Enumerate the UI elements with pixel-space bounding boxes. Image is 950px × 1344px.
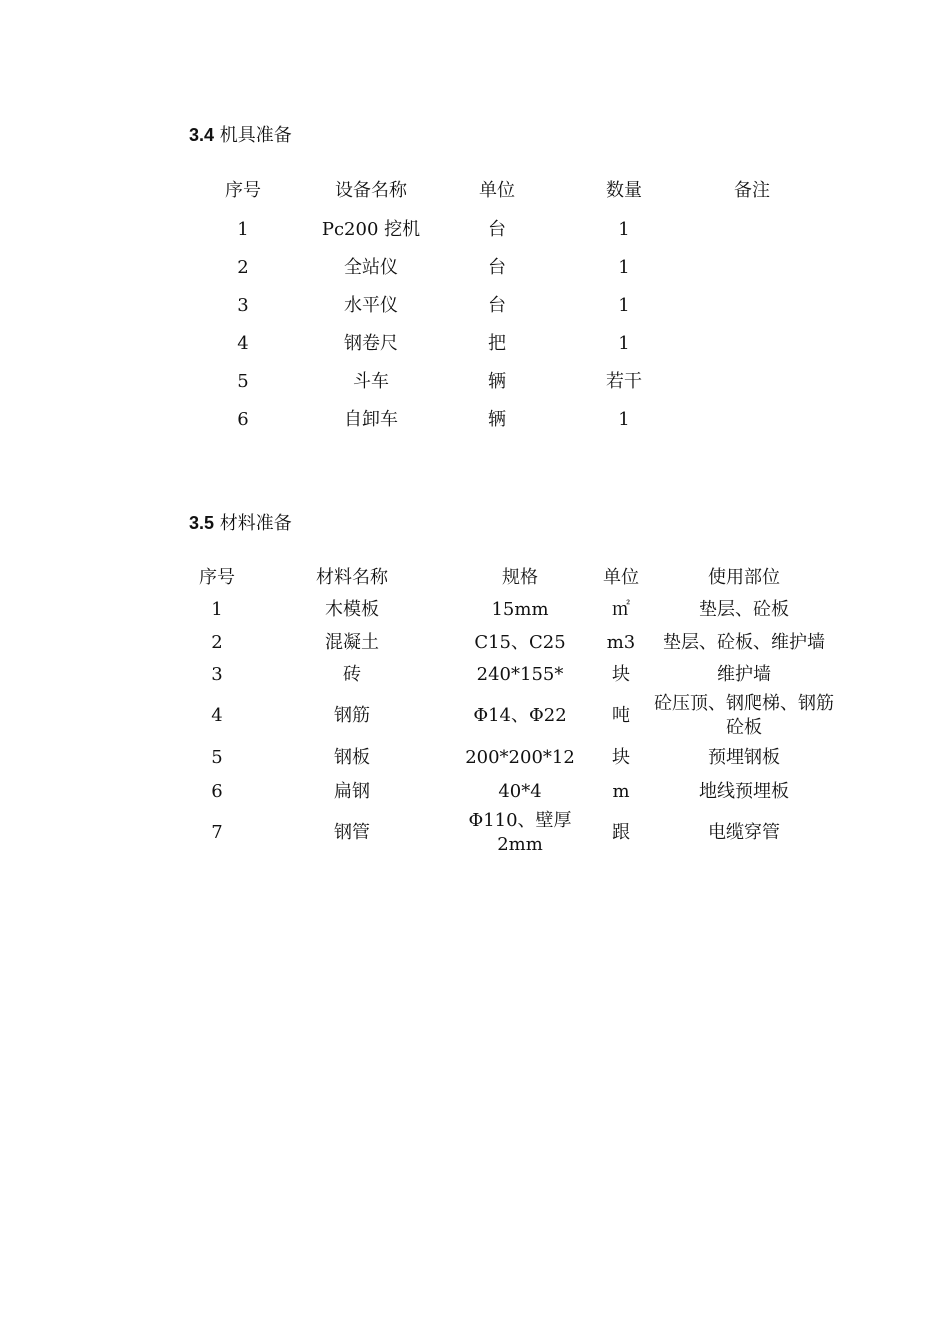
table-cell: 1 xyxy=(237,219,249,240)
table-cell: 钢卷尺 xyxy=(344,333,398,354)
table-cell: 1 xyxy=(618,257,630,278)
section-number: 3.4 xyxy=(189,125,215,145)
table-cell: 把 xyxy=(488,333,506,354)
header-cell: 规格 xyxy=(502,567,538,588)
table-cell: 跟 xyxy=(612,822,630,843)
table-cell: 台 xyxy=(488,257,506,278)
table-cell: Pc200 挖机 xyxy=(321,219,421,240)
table-cell: 2 xyxy=(237,257,249,278)
table-cell: 辆 xyxy=(488,371,506,392)
table-cell: 地线预埋板 xyxy=(699,781,789,802)
section-title-materials xyxy=(189,509,292,535)
table-cell: 5 xyxy=(237,371,249,392)
table-cell: 电缆穿管 xyxy=(708,822,780,843)
table-cell: 砖 xyxy=(343,664,361,685)
table-cell: 1 xyxy=(618,409,630,430)
table-cell: 1 xyxy=(618,295,630,316)
table-cell: 钢管 xyxy=(334,822,370,843)
table-cell: 2 xyxy=(211,632,223,653)
table-cell: 6 xyxy=(237,409,249,430)
table-cell: C15、C25 xyxy=(474,632,566,653)
table-cell: 全站仪 xyxy=(344,257,398,278)
table-cell: 4 xyxy=(211,705,223,726)
section-label: 材料准备 xyxy=(219,513,292,534)
header-cell: 单位 xyxy=(479,180,515,201)
table-cell: 扁钢 xyxy=(334,781,370,802)
table-cell: 200*200*12 xyxy=(465,747,575,768)
table-cell: 垫层、砼板、维护墙 xyxy=(663,632,825,653)
header-cell: 设备名称 xyxy=(335,180,407,201)
header-cell: 材料名称 xyxy=(316,567,388,588)
table-cell: Φ14、Φ22 xyxy=(473,705,567,726)
table-cell: 自卸车 xyxy=(344,409,398,430)
table-cell: Φ110、壁厚2mm xyxy=(468,810,572,855)
header-cell: 序号 xyxy=(225,180,261,201)
table-cell: 维护墙 xyxy=(717,664,771,685)
header-cell: 数量 xyxy=(606,180,642,201)
table-cell: m3 xyxy=(606,632,636,653)
table-cell: 木模板 xyxy=(325,599,379,620)
table-cell: 4 xyxy=(237,333,249,354)
header-cell: 序号 xyxy=(199,567,235,588)
section-number: 3.5 xyxy=(189,513,215,533)
table-cell: 7 xyxy=(211,822,223,843)
table-cell: 钢板 xyxy=(334,747,370,768)
table-cell: 3 xyxy=(237,295,249,316)
table-cell: 40*4 xyxy=(498,781,542,802)
table-cell: 1 xyxy=(211,599,223,620)
table-cell: 吨 xyxy=(612,705,630,726)
table-cell: 钢筋 xyxy=(334,705,370,726)
table-cell: 240*155* xyxy=(476,664,564,685)
table-cell: m xyxy=(612,781,630,802)
header-cell: 使用部位 xyxy=(708,567,780,588)
table-cell: 砼压顶、钢爬梯、钢筋砼板 xyxy=(654,693,834,738)
header-cell: 单位 xyxy=(603,567,639,588)
table-cell: 垫层、砼板 xyxy=(699,599,789,620)
table-cell: ㎡ xyxy=(612,599,630,620)
table-cell: 3 xyxy=(211,664,223,685)
table-cell: 台 xyxy=(488,219,506,240)
table-cell: 15mm xyxy=(491,599,549,620)
header-cell: 备注 xyxy=(734,180,770,201)
section-title-machinery xyxy=(189,121,292,147)
table-cell: 块 xyxy=(612,664,630,685)
table-cell: 混凝土 xyxy=(325,632,379,653)
table-cell: 水平仪 xyxy=(344,295,398,316)
table-cell: 台 xyxy=(488,295,506,316)
table-cell: 块 xyxy=(612,747,630,768)
section-label: 机具准备 xyxy=(219,125,292,146)
table-cell: 若干 xyxy=(606,371,642,392)
table-cell: 1 xyxy=(618,333,630,354)
table-cell: 5 xyxy=(211,747,223,768)
table-cell: 斗车 xyxy=(353,371,389,392)
table-cell: 辆 xyxy=(488,409,506,430)
table-cell: 6 xyxy=(211,781,223,802)
table-cell: 1 xyxy=(618,219,630,240)
table-cell: 预埋钢板 xyxy=(708,747,780,768)
